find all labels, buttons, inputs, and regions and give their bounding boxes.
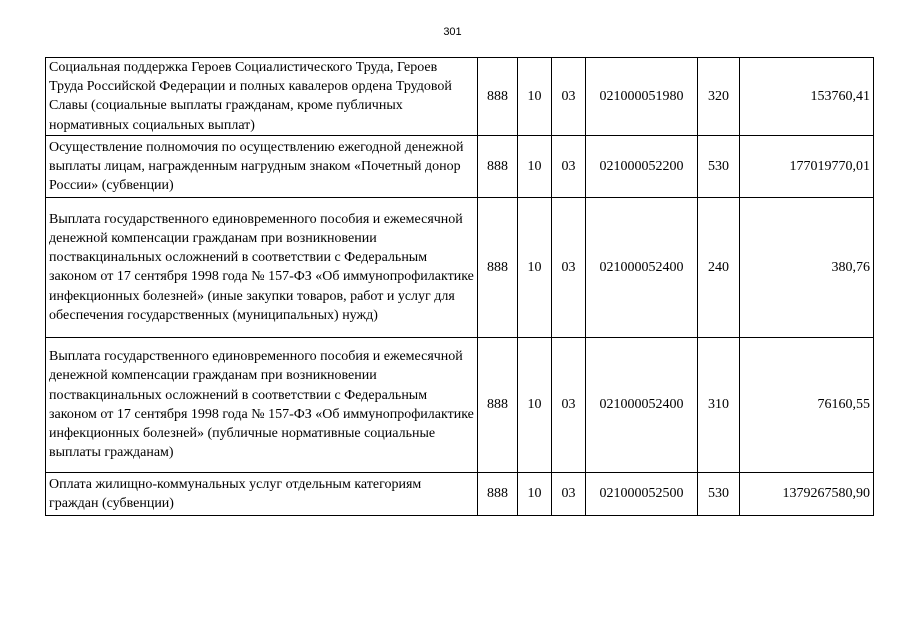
- row-razdel: 10: [518, 135, 552, 197]
- table-row: [46, 337, 874, 472]
- row-glava: 888: [478, 337, 518, 472]
- row-description: Выплата государственного единовременного пособия и ежемесячной денежной компенсации гражданам при возникновении поствакцинальных осложнений в соответствии с Федеральным законом от 17 сентября 1998 года № 157-ФЗ «Об иммунопрофилактике инфекционных болезней» (публичные нормативные социальные выплаты гражданам): [46, 337, 478, 472]
- row-target-article: 021000051980: [586, 58, 698, 136]
- row-glava: 888: [478, 58, 518, 136]
- table-row: [46, 197, 874, 337]
- row-description: Осуществление полномочия по осуществлению ежегодной денежной выплаты лицам, награжденным нагрудным знаком «Почетный донор России» (субвенции): [46, 135, 478, 197]
- row-target-article: 021000052500: [586, 472, 698, 515]
- row-sum: 153760,41: [740, 58, 874, 136]
- row-expense-type: 310: [698, 337, 740, 472]
- row-podrazdel: 03: [552, 337, 586, 472]
- row-sum: 380,76: [740, 197, 874, 337]
- row-expense-type: 240: [698, 197, 740, 337]
- row-podrazdel: 03: [552, 135, 586, 197]
- row-expense-type: 530: [698, 472, 740, 515]
- row-expense-type: 530: [698, 135, 740, 197]
- row-razdel: 10: [518, 197, 552, 337]
- row-razdel: 10: [518, 472, 552, 515]
- row-podrazdel: 03: [552, 472, 586, 515]
- row-target-article: 021000052400: [586, 197, 698, 337]
- row-glava: 888: [478, 135, 518, 197]
- row-description: Оплата жилищно-коммунальных услуг отдельным категориям граждан (субвенции): [46, 472, 478, 515]
- row-description: Социальная поддержка Героев Социалистического Труда, Героев Труда Российской Федерации и полных кавалеров ордена Трудовой Славы (социальные выплаты гражданам, кроме публичных нормативных социальных выплат): [46, 58, 478, 136]
- row-podrazdel: 03: [552, 197, 586, 337]
- row-glava: 888: [478, 472, 518, 515]
- row-sum: 1379267580,90: [740, 472, 874, 515]
- table-row: [46, 58, 874, 136]
- budget-table: [45, 57, 874, 516]
- row-podrazdel: 03: [552, 58, 586, 136]
- row-razdel: 10: [518, 58, 552, 136]
- row-description: Выплата государственного единовременного пособия и ежемесячной денежной компенсации гражданам при возникновении поствакцинальных осложнений в соответствии с Федеральным законом от 17 сентября 1998 года № 157-ФЗ «Об иммунопрофилактике инфекционных болезней» (иные закупки товаров, работ и услуг для обеспечения государственных (муниципальных) нужд): [46, 197, 478, 337]
- row-sum: 177019770,01: [740, 135, 874, 197]
- table-row: [46, 135, 874, 197]
- row-expense-type: 320: [698, 58, 740, 136]
- row-target-article: 021000052400: [586, 337, 698, 472]
- row-razdel: 10: [518, 337, 552, 472]
- table-row: [46, 472, 874, 515]
- page-number: 301: [443, 26, 462, 38]
- row-glava: 888: [478, 197, 518, 337]
- row-target-article: 021000052200: [586, 135, 698, 197]
- row-sum: 76160,55: [740, 337, 874, 472]
